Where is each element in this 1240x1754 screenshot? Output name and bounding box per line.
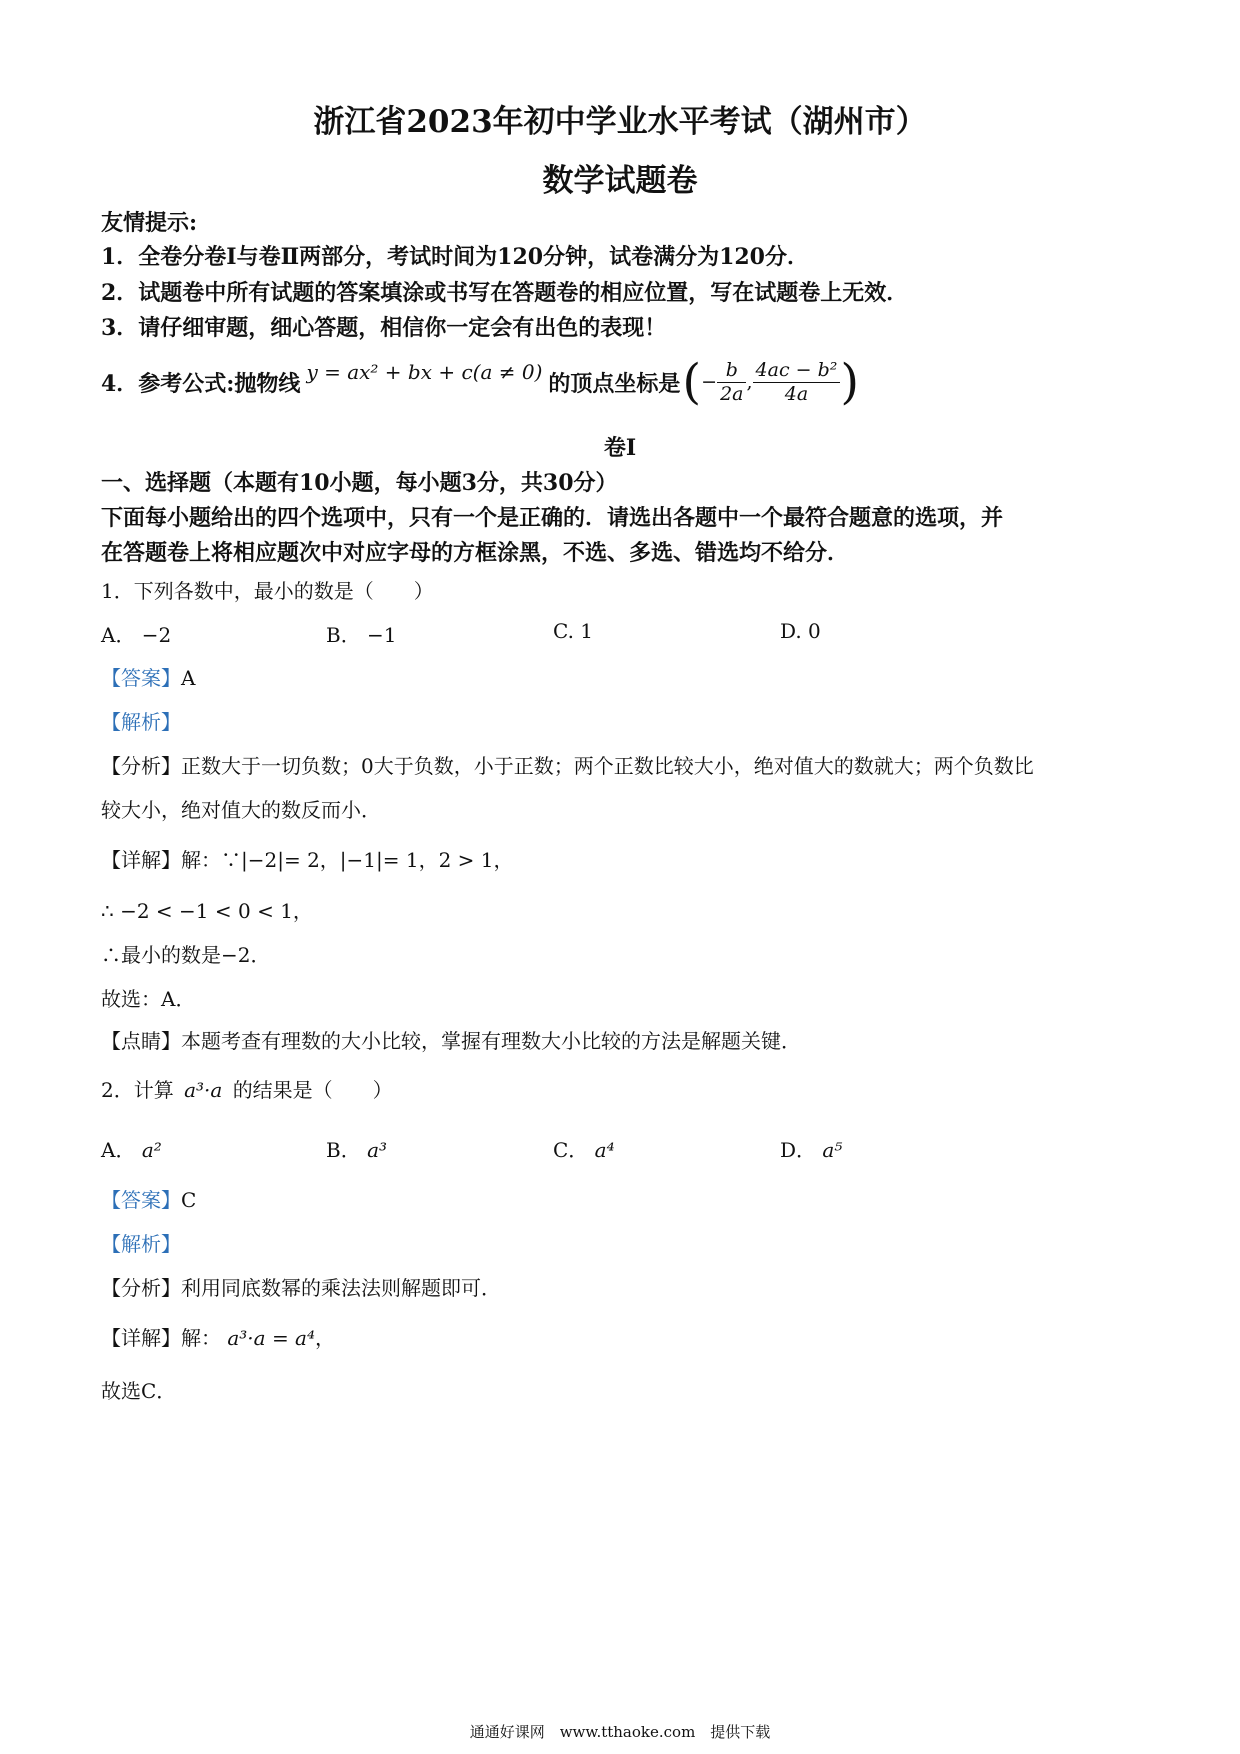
q2-option-d-value: a⁵ <box>822 1138 843 1162</box>
vertex-x-den: 2a <box>720 382 744 405</box>
q2-analysis-tag: 【解析】 <box>101 1232 181 1256</box>
q2-answer <box>101 1184 196 1213</box>
tip-2: 2．试题卷中所有试题的答案填涂或书写在答题卷的相应位置，写在试题卷上无效． <box>101 280 909 306</box>
q1-choice: 故选：A． <box>101 987 196 1011</box>
q2-option-b-label: B． <box>326 1138 361 1162</box>
q2-answer-tag: 【答案】 <box>101 1188 181 1212</box>
parabola-formula: y = ax² + bx + c(a ≠ 0) <box>306 360 543 384</box>
q1-answer-tag: 【答案】 <box>101 666 181 690</box>
q1-fenxi-line-1: 【分析】正数大于一切负数；0大于负数，小于正数；两个正数比较大小，绝对值大的数就大；两个负数比 <box>101 754 1034 778</box>
instructions-line-2: 在答题卷上将相应题次中对应字母的方框涂黑，不选、多选、错选均不给分． <box>101 540 850 566</box>
q1-fenxi-line-2: 较大小，绝对值大的数反而小． <box>101 798 381 822</box>
q1-stem: 1．下列各数中，最小的数是（ ） <box>101 579 434 603</box>
volume-label: 卷Ⅰ <box>603 435 637 461</box>
q1-step-1: ∴ −2 < −1 < 0 < 1， <box>101 899 313 923</box>
q1-detail: 【详解】解：∵|−2|= 2，|−1|= 1，2 > 1， <box>101 848 514 872</box>
q2-option-c-value: a⁴ <box>594 1138 615 1162</box>
tip-1: 1．全卷分卷Ⅰ与卷Ⅱ两部分，考试时间为120分钟，试卷满分为120分． <box>101 244 809 270</box>
q1-analysis-tag: 【解析】 <box>101 710 181 734</box>
q2-option-d <box>780 1134 842 1163</box>
tips-heading: 友情提示: <box>101 210 198 236</box>
q2-option-c <box>553 1134 615 1163</box>
q2-option-a-value: a² <box>141 1138 162 1162</box>
q2-detail <box>101 1322 335 1351</box>
doc-title: 浙江省2023年初中学业水平考试（湖州市） <box>313 104 927 140</box>
q2-option-c-label: C． <box>553 1138 589 1162</box>
tip-4 <box>101 352 859 412</box>
q2-answer-value: C <box>181 1188 197 1212</box>
q2-detail-expr: a³·a = a⁴ <box>227 1326 315 1350</box>
vertex-formula: ( − $\frac{b}{2a}$ , $\frac{\text{4ac − b²}}{4a}$ ) <box>682 354 860 410</box>
tip-4-prefix: 4．参考公式:抛物线 <box>101 370 301 397</box>
tip-4-mid: 的顶点坐标是 <box>548 370 681 397</box>
vertex-close-paren: ) <box>840 354 860 410</box>
q2-detail-prefix: 【详解】解： <box>101 1326 221 1350</box>
q1-option-d: D. 0 <box>780 619 821 643</box>
page-footer: 通通好课网 www.tthaoke.com 提供下载 <box>469 1723 771 1741</box>
q2-stem-expr: a³·a <box>184 1078 223 1102</box>
q2-stem-suffix: 的结果是（ ） <box>232 1078 393 1102</box>
vertex-minus: − <box>701 371 718 393</box>
q2-stem <box>101 1074 393 1103</box>
q2-option-b <box>326 1134 387 1163</box>
q1-step-2: ∴最小的数是−2． <box>101 943 271 967</box>
vertex-y-den: 4a <box>784 382 809 405</box>
q1-answer-value: A <box>181 666 196 690</box>
q2-option-b-value: a³ <box>367 1138 388 1162</box>
q2-stem-prefix: 2．计算 <box>101 1078 174 1102</box>
q1-option-a: A． −2 <box>101 623 172 647</box>
vertex-y-num: 4ac − b² <box>753 359 841 383</box>
vertex-fraction-x <box>717 359 746 406</box>
q2-fenxi: 【分析】利用同底数幂的乘法法则解题即可． <box>101 1276 501 1300</box>
q1-answer <box>101 662 195 691</box>
vertex-x-num: b <box>717 359 746 383</box>
instructions-line-1: 下面每小题给出的四个选项中，只有一个是正确的．请选出各题中一个最符合题意的选项，并 <box>101 505 1004 531</box>
part-heading: 一、选择题（本题有10小题，每小题3分，共30分） <box>101 470 618 496</box>
q1-option-b: B． −1 <box>326 623 397 647</box>
q1-dianjing: 【点睛】本题考查有理数的大小比较，掌握有理数大小比较的方法是解题关键． <box>101 1029 801 1053</box>
q2-option-a-label: A． <box>101 1138 136 1162</box>
tip-3: 3．请仔细审题，细心答题，相信你一定会有出色的表现！ <box>101 315 667 341</box>
q2-option-a <box>101 1134 162 1163</box>
q2-choice: 故选C． <box>101 1379 177 1403</box>
q2-detail-suffix: ， <box>315 1326 335 1350</box>
q2-option-d-label: D． <box>780 1138 817 1162</box>
doc-subtitle: 数学试题卷 <box>542 163 698 199</box>
q1-option-c: C. 1 <box>553 619 594 643</box>
vertex-fraction-y <box>753 359 841 406</box>
vertex-open-paren: ( <box>682 354 702 410</box>
